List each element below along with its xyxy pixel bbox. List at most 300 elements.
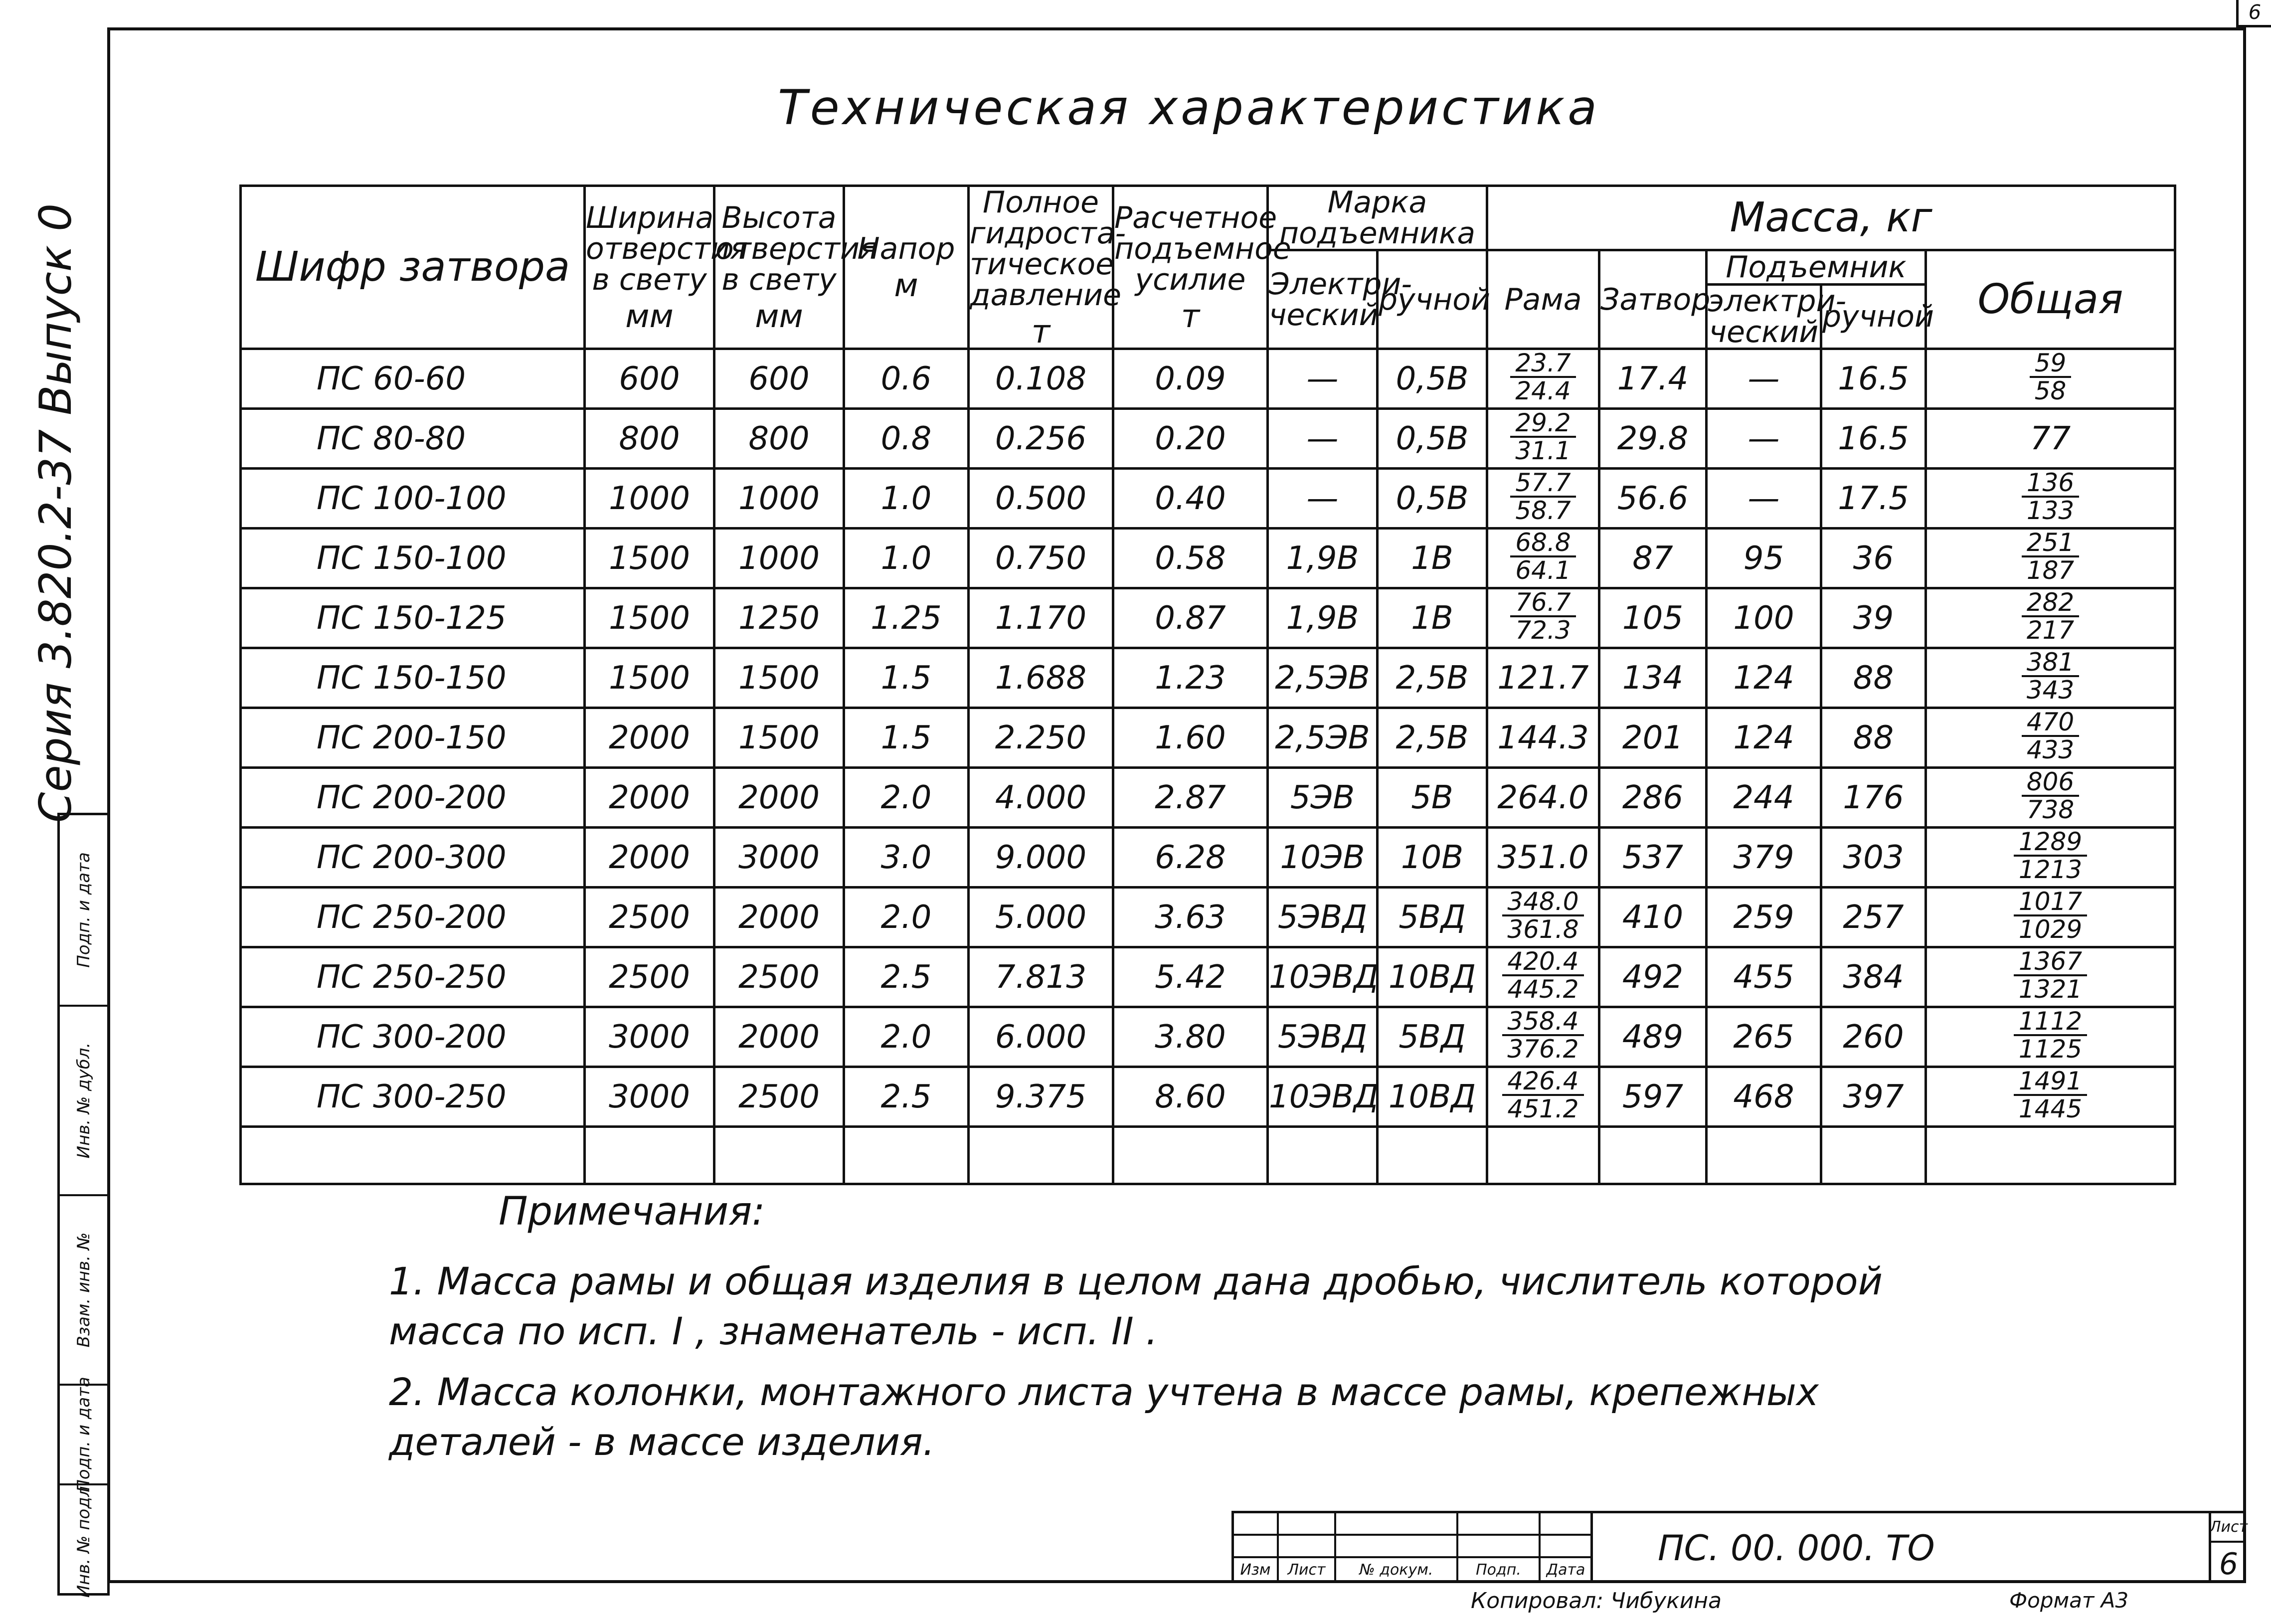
cell-zatvor: 286 — [1599, 768, 1707, 828]
cell-pressure: 4.000 — [969, 768, 1113, 828]
cell-shifr: ПС 200-150 — [241, 708, 585, 768]
tb-cell — [1541, 1536, 1593, 1558]
cell-force: 8.60 — [1113, 1067, 1268, 1127]
cell-shifr: ПС 250-200 — [241, 888, 585, 947]
format-label: Формат А3 — [2009, 1588, 2129, 1613]
fraction-denominator: 343 — [2026, 676, 2075, 705]
cell-zatvor: 29.8 — [1599, 409, 1707, 469]
cell-m_hand: 10ВД — [1378, 947, 1487, 1007]
cell-p_hand: 88 — [1821, 648, 1926, 708]
page-corner-number: 6 — [2236, 0, 2271, 27]
fraction-numerator: 251 — [2022, 530, 2079, 557]
fraction-numerator: 381 — [2022, 649, 2079, 677]
cell-height: 1000 — [714, 529, 844, 588]
empty-cell — [1926, 1127, 2175, 1184]
fraction-numerator: 282 — [2022, 589, 2079, 617]
header-napor-label: Напор — [857, 231, 955, 266]
cell-zatvor: 134 — [1599, 648, 1707, 708]
table-row — [241, 708, 2175, 768]
fraction — [2022, 589, 2079, 643]
table-row — [241, 409, 2175, 469]
fraction — [1502, 889, 1583, 942]
empty-cell — [585, 1127, 714, 1184]
fraction-denominator: 1125 — [2018, 1035, 2083, 1064]
sheet-label: Лист — [2211, 1513, 2246, 1543]
cell-force: 3.80 — [1113, 1007, 1268, 1067]
cell-zatvor: 537 — [1599, 828, 1707, 888]
fraction-denominator: 1213 — [2018, 855, 2083, 884]
fraction-numerator: 806 — [2022, 769, 2079, 797]
fraction-numerator: 136 — [2022, 470, 2079, 498]
cell-shifr: ПС 300-200 — [241, 1007, 585, 1067]
cell-m_hand: 10В — [1378, 828, 1487, 888]
cell-m_el: 10ЭВД — [1268, 947, 1378, 1007]
cell-zatvor: 201 — [1599, 708, 1707, 768]
cell-m_el: 5ЭВД — [1268, 1007, 1378, 1067]
title-block-grid — [1231, 1511, 1590, 1583]
cell-p_el: 468 — [1707, 1067, 1821, 1127]
cell-width: 3000 — [585, 1067, 714, 1127]
cell-force: 0.20 — [1113, 409, 1268, 469]
cell-p_hand: 17.5 — [1821, 469, 1926, 529]
cell-zatvor: 105 — [1599, 588, 1707, 648]
table-row — [241, 1067, 2175, 1127]
cell-total — [1926, 588, 2175, 648]
fraction-denominator: 64.1 — [1515, 556, 1571, 585]
cell-width: 1500 — [585, 648, 714, 708]
stamp-label: Инв. № дубл. — [73, 1042, 94, 1159]
cell-height: 1500 — [714, 648, 844, 708]
table-row — [241, 768, 2175, 828]
cell-p_el: 100 — [1707, 588, 1821, 648]
fraction-numerator: 29.2 — [1510, 410, 1575, 438]
empty-cell — [969, 1127, 1113, 1184]
cell-pressure: 5.000 — [969, 888, 1113, 947]
cell-zatvor: 492 — [1599, 947, 1707, 1007]
cell-force: 2.87 — [1113, 768, 1268, 828]
cell-m_hand: 2,5В — [1378, 708, 1487, 768]
fraction — [1510, 589, 1575, 643]
table-row — [241, 947, 2175, 1007]
cell-napor: 0.8 — [844, 409, 969, 469]
tb-cell — [1336, 1536, 1458, 1558]
cell-p_hand: 16.5 — [1821, 349, 1926, 409]
fraction-denominator: 58 — [2034, 376, 2067, 405]
fraction — [2014, 889, 2087, 942]
cell-shifr: ПС 200-300 — [241, 828, 585, 888]
cell-m_el: 1,9В — [1268, 588, 1378, 648]
cell-m_el: 1,9В — [1268, 529, 1378, 588]
table-row — [241, 529, 2175, 588]
cell-width: 2000 — [585, 828, 714, 888]
spec-table — [239, 184, 2176, 1185]
header-height-label: Высота отверстия в свету — [715, 200, 878, 297]
cell-shifr: ПС 150-125 — [241, 588, 585, 648]
cell-pressure: 9.000 — [969, 828, 1113, 888]
header-marka: Марка подъемника — [1268, 186, 1487, 250]
cell-pressure: 1.170 — [969, 588, 1113, 648]
cell-shifr: ПС 200-200 — [241, 768, 585, 828]
cell-m_el: — — [1268, 409, 1378, 469]
header-pod-el: электри-ческий — [1707, 285, 1821, 349]
cell-m_el: 2,5ЭВ — [1268, 648, 1378, 708]
tb-cell — [1279, 1513, 1336, 1536]
cell-width: 1000 — [585, 469, 714, 529]
cell-p_hand: 176 — [1821, 768, 1926, 828]
cell-total — [1926, 529, 2175, 588]
stamp-cell — [60, 1005, 107, 1194]
fraction-numerator: 1491 — [2014, 1068, 2087, 1096]
cell-total — [1926, 1007, 2175, 1067]
stamp-label: Инв. № подл. — [73, 1480, 94, 1598]
cell-width: 1500 — [585, 529, 714, 588]
header-pressure-label: Полное гидроста-тическое давление — [970, 185, 1126, 313]
header-width — [585, 186, 748, 349]
sidebar — [10, 10, 105, 1606]
cell-force: 0.09 — [1113, 349, 1268, 409]
fraction — [2022, 530, 2079, 583]
cell-p_hand: 303 — [1821, 828, 1926, 888]
tb-cell — [1458, 1536, 1541, 1558]
cell-napor: 3.0 — [844, 828, 969, 888]
cell-height: 600 — [714, 349, 844, 409]
cell-m_hand: 5ВД — [1378, 888, 1487, 947]
cell-p_el: 455 — [1707, 947, 1821, 1007]
cell-pressure: 0.500 — [969, 469, 1113, 529]
fraction — [2022, 709, 2079, 763]
header-pressure-unit: т — [1031, 314, 1050, 351]
cell-pressure: 0.108 — [969, 349, 1113, 409]
header-napor — [844, 186, 969, 349]
fraction-numerator: 470 — [2022, 709, 2079, 737]
cell-shifr: ПС 150-150 — [241, 648, 585, 708]
series-label-area — [30, 50, 100, 873]
cell-height: 2000 — [714, 888, 844, 947]
cell-shifr: ПС 60-60 — [241, 349, 585, 409]
fraction-denominator: 31.1 — [1515, 436, 1571, 465]
cell-height: 1500 — [714, 708, 844, 768]
cell-m_el: — — [1268, 469, 1378, 529]
cell-pressure: 0.750 — [969, 529, 1113, 588]
cell-width: 1500 — [585, 588, 714, 648]
cell-total — [1926, 1067, 2175, 1127]
fraction — [1510, 350, 1575, 404]
cell-napor: 2.5 — [844, 947, 969, 1007]
cell-m_hand: 1В — [1378, 529, 1487, 588]
header-massa: Масса, кг — [1487, 186, 2175, 250]
cell-rama — [1487, 888, 1599, 947]
header-marka-el: Электри-ческий — [1268, 250, 1378, 349]
cell-width: 2000 — [585, 708, 714, 768]
stamp-label: Взам. инв. № — [73, 1232, 94, 1348]
tb-cell — [1234, 1513, 1279, 1536]
cell-total: 77 — [1926, 409, 2175, 469]
cell-rama — [1487, 349, 1599, 409]
tb-label-podp: Подп. — [1458, 1558, 1541, 1583]
cell-total — [1926, 947, 2175, 1007]
cell-shifr: ПС 100-100 — [241, 469, 585, 529]
cell-width: 3000 — [585, 1007, 714, 1067]
cell-height: 800 — [714, 409, 844, 469]
sheet-box — [2209, 1511, 2246, 1583]
table-row — [241, 888, 2175, 947]
tb-label-izm: Изм — [1234, 1558, 1279, 1583]
side-stamps — [57, 813, 110, 1596]
fraction — [1502, 948, 1583, 1002]
cell-p_hand: 384 — [1821, 947, 1926, 1007]
cell-p_el: 124 — [1707, 648, 1821, 708]
cell-force: 5.42 — [1113, 947, 1268, 1007]
table-row — [241, 588, 2175, 648]
fraction — [1502, 1068, 1583, 1122]
cell-p_hand: 88 — [1821, 708, 1926, 768]
fraction-numerator: 1289 — [2014, 829, 2087, 857]
stamp-cell — [60, 1194, 107, 1384]
header-shifr: Шифр затвора — [241, 186, 585, 349]
stamp-cell — [60, 815, 107, 1005]
empty-cell — [1821, 1127, 1926, 1184]
fraction-numerator: 1017 — [2014, 889, 2087, 916]
cell-rama — [1487, 529, 1599, 588]
empty-cell — [1113, 1127, 1268, 1184]
fraction-denominator: 217 — [2026, 616, 2075, 645]
cell-rama — [1487, 469, 1599, 529]
cell-pressure: 7.813 — [969, 947, 1113, 1007]
cell-total — [1926, 469, 2175, 529]
fraction — [1510, 410, 1575, 464]
table-row — [241, 469, 2175, 529]
cell-height: 2500 — [714, 947, 844, 1007]
fraction-numerator: 57.7 — [1510, 470, 1575, 498]
cell-p_el: — — [1707, 349, 1821, 409]
cell-width: 2000 — [585, 768, 714, 828]
cell-napor: 1.0 — [844, 469, 969, 529]
cell-height: 2000 — [714, 1007, 844, 1067]
header-total: Общая — [1926, 250, 2175, 349]
cell-rama — [1487, 409, 1599, 469]
tb-cell — [1279, 1536, 1336, 1558]
header-rama: Рама — [1487, 250, 1599, 349]
notes — [324, 1187, 1969, 1478]
cell-shifr: ПС 80-80 — [241, 409, 585, 469]
fraction-numerator: 426.4 — [1502, 1068, 1583, 1096]
cell-force: 0.40 — [1113, 469, 1268, 529]
fraction-numerator: 358.4 — [1502, 1008, 1583, 1036]
fraction — [2014, 829, 2087, 883]
cell-pressure: 6.000 — [969, 1007, 1113, 1067]
cell-p_el: 379 — [1707, 828, 1821, 888]
cell-m_hand: 5В — [1378, 768, 1487, 828]
cell-rama — [1487, 947, 1599, 1007]
note-1: 1. Масса рамы и общая изделия в целом дана дробью, числитель которой масса по исп. I , знаменатель - исп. II . — [389, 1259, 1883, 1353]
note-2: 2. Масса колонки, монтажного листа учтена в массе рамы, крепежных деталей - в массе изделия. — [389, 1370, 1819, 1464]
stamp-cell — [60, 1480, 107, 1598]
cell-force: 0.58 — [1113, 529, 1268, 588]
fraction-numerator: 23.7 — [1510, 350, 1575, 378]
cell-p_el: 95 — [1707, 529, 1821, 588]
cell-napor: 1.25 — [844, 588, 969, 648]
header-width-label: Ширина отверстия в свету — [586, 200, 748, 297]
cell-m_el: 2,5ЭВ — [1268, 708, 1378, 768]
notes-heading: Примечания: — [499, 1189, 765, 1234]
cell-rama — [1487, 588, 1599, 648]
cell-force: 1.23 — [1113, 648, 1268, 708]
cell-m_el: 10ЭВ — [1268, 828, 1378, 888]
cell-m_hand: 1В — [1378, 588, 1487, 648]
cell-rama: 144.3 — [1487, 708, 1599, 768]
cell-total — [1926, 828, 2175, 888]
fraction — [2022, 769, 2079, 823]
empty-cell — [1487, 1127, 1599, 1184]
cell-m_el: 10ЭВД — [1268, 1067, 1378, 1127]
cell-napor: 2.5 — [844, 1067, 969, 1127]
cell-m_hand: 0,5В — [1378, 409, 1487, 469]
table-row — [241, 1007, 2175, 1067]
cell-total — [1926, 708, 2175, 768]
header-force-label: Расчетное подъемное усилие — [1114, 200, 1291, 297]
cell-pressure: 1.688 — [969, 648, 1113, 708]
spec-table-body — [241, 349, 2175, 1184]
cell-shifr: ПС 250-250 — [241, 947, 585, 1007]
fraction-denominator: 451.2 — [1507, 1094, 1579, 1123]
cell-rama — [1487, 1067, 1599, 1127]
cell-p_el: 244 — [1707, 768, 1821, 828]
header-napor-unit: м — [894, 267, 918, 304]
tb-label-doc: № докум. — [1336, 1558, 1458, 1583]
cell-zatvor: 56.6 — [1599, 469, 1707, 529]
tb-cell — [1234, 1536, 1279, 1558]
cell-pressure: 9.375 — [969, 1067, 1113, 1127]
cell-width: 800 — [585, 409, 714, 469]
cell-rama: 121.7 — [1487, 648, 1599, 708]
tb-cell — [1541, 1513, 1593, 1536]
cell-height: 2500 — [714, 1067, 844, 1127]
empty-cell — [241, 1127, 585, 1184]
empty-cell — [1378, 1127, 1487, 1184]
page-title: Техническая характеристика — [778, 80, 1600, 136]
cell-force: 3.63 — [1113, 888, 1268, 947]
fraction-numerator: 420.4 — [1502, 948, 1583, 976]
fraction-numerator: 59 — [2030, 350, 2072, 378]
cell-p_hand: 260 — [1821, 1007, 1926, 1067]
cell-zatvor: 489 — [1599, 1007, 1707, 1067]
tb-label-list: Лист — [1279, 1558, 1336, 1583]
cell-width: 600 — [585, 349, 714, 409]
fraction-numerator: 68.8 — [1510, 530, 1575, 557]
document-designation: ПС. 00. 000. ТО — [1590, 1511, 2209, 1583]
series-label: Серия 3.820.2-37 Выпуск 0 — [30, 203, 81, 823]
cell-zatvor: 17.4 — [1599, 349, 1707, 409]
cell-total — [1926, 648, 2175, 708]
cell-napor: 1.5 — [844, 648, 969, 708]
fraction — [2030, 350, 2072, 404]
cell-m_hand: 5ВД — [1378, 1007, 1487, 1067]
cell-m_hand: 0,5В — [1378, 349, 1487, 409]
fraction-denominator: 433 — [2026, 735, 2075, 764]
cell-shifr: ПС 300-250 — [241, 1067, 585, 1127]
fraction — [2014, 1068, 2087, 1122]
cell-napor: 2.0 — [844, 888, 969, 947]
stamp-label: Подп. и дата — [73, 852, 94, 968]
cell-napor: 1.5 — [844, 708, 969, 768]
cell-total — [1926, 888, 2175, 947]
cell-width: 2500 — [585, 947, 714, 1007]
fraction-denominator: 376.2 — [1507, 1035, 1579, 1064]
cell-p_hand: 16.5 — [1821, 409, 1926, 469]
stamp-label: Подп. и дата — [73, 1377, 94, 1492]
cell-p_hand: 257 — [1821, 888, 1926, 947]
fraction-denominator: 133 — [2026, 496, 2075, 525]
sheet-number: 6 — [2219, 1546, 2239, 1582]
empty-cell — [844, 1127, 969, 1184]
fraction-denominator: 58.7 — [1515, 496, 1571, 525]
cell-height: 2000 — [714, 768, 844, 828]
fraction-denominator: 445.2 — [1507, 975, 1579, 1004]
cell-rama: 264.0 — [1487, 768, 1599, 828]
cell-m_el: 5ЭВД — [1268, 888, 1378, 947]
cell-p_el: 124 — [1707, 708, 1821, 768]
cell-zatvor: 87 — [1599, 529, 1707, 588]
cell-width: 2500 — [585, 888, 714, 947]
cell-height: 1250 — [714, 588, 844, 648]
cell-napor: 2.0 — [844, 768, 969, 828]
header-marka-hand: ручной — [1378, 250, 1487, 349]
cell-pressure: 0.256 — [969, 409, 1113, 469]
tb-cell — [1458, 1513, 1541, 1536]
fraction — [1510, 470, 1575, 524]
cell-napor: 0.6 — [844, 349, 969, 409]
empty-cell — [1599, 1127, 1707, 1184]
fraction-denominator: 1321 — [2018, 975, 2083, 1004]
header-pressure — [969, 185, 1126, 351]
fraction-numerator: 1367 — [2014, 948, 2087, 976]
cell-p_hand: 39 — [1821, 588, 1926, 648]
fraction — [2014, 1008, 2087, 1062]
cell-height: 1000 — [714, 469, 844, 529]
cell-p_el: — — [1707, 409, 1821, 469]
empty-cell — [1707, 1127, 1821, 1184]
cell-p_el: 265 — [1707, 1007, 1821, 1067]
cell-m_hand: 2,5В — [1378, 648, 1487, 708]
fraction — [2022, 649, 2079, 703]
cell-m_el: — — [1268, 349, 1378, 409]
cell-total — [1926, 768, 2175, 828]
cell-height: 3000 — [714, 828, 844, 888]
header-pod-hand: ручной — [1821, 285, 1926, 349]
fraction-denominator: 738 — [2026, 795, 2075, 824]
fraction-denominator: 72.3 — [1515, 616, 1571, 645]
tb-cell — [1336, 1513, 1458, 1536]
empty-cell — [1268, 1127, 1378, 1184]
cell-napor: 1.0 — [844, 529, 969, 588]
cell-rama — [1487, 1007, 1599, 1067]
cell-p_hand: 397 — [1821, 1067, 1926, 1127]
cell-total — [1926, 349, 2175, 409]
empty-row — [241, 1127, 2175, 1184]
cell-p_el: — — [1707, 469, 1821, 529]
cell-shifr: ПС 150-100 — [241, 529, 585, 588]
empty-cell — [714, 1127, 844, 1184]
fraction-denominator: 1029 — [2018, 915, 2083, 944]
header-podemnik: Подъемник — [1707, 250, 1926, 285]
cell-m_hand: 10ВД — [1378, 1067, 1487, 1127]
fraction-denominator: 24.4 — [1515, 376, 1571, 405]
cell-napor: 2.0 — [844, 1007, 969, 1067]
cell-rama: 351.0 — [1487, 828, 1599, 888]
fraction — [2022, 470, 2079, 524]
fraction — [2014, 948, 2087, 1002]
header-force-unit: т — [1181, 298, 1200, 335]
